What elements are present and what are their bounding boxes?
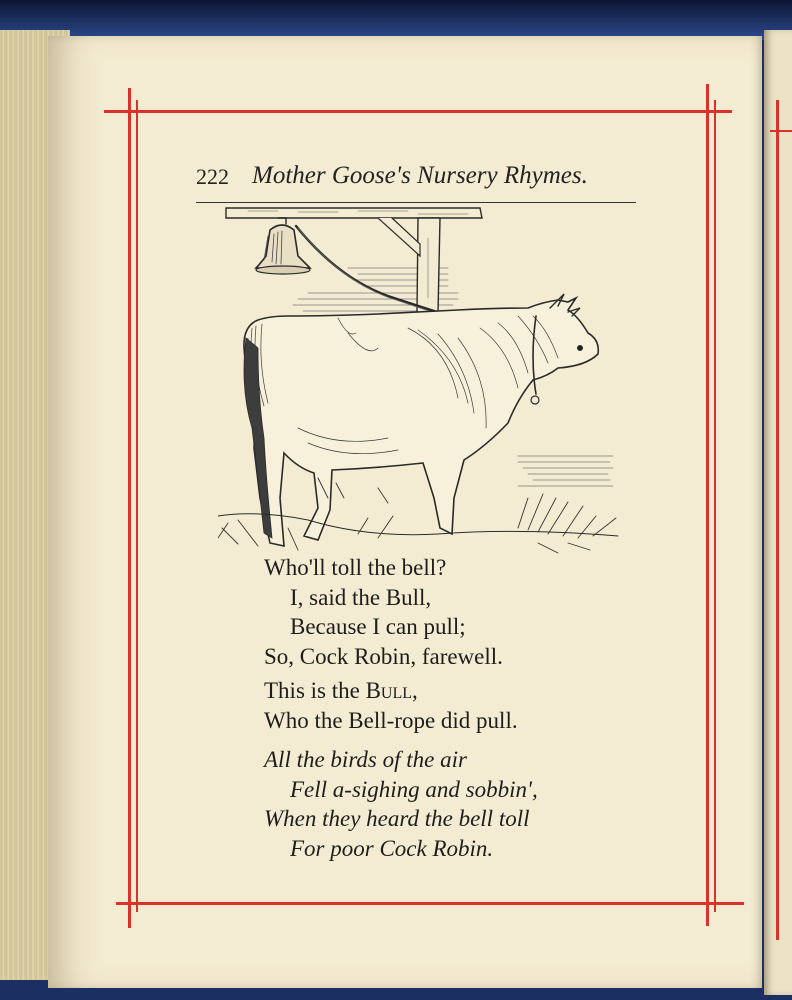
red-border-bottom: [116, 902, 744, 905]
page-number: 222: [196, 164, 229, 189]
verse-line: Who the Bell-rope did pull.: [264, 707, 518, 733]
next-page-edge: [764, 30, 792, 995]
verse-line: For poor Cock Robin.: [290, 835, 494, 861]
stanza-2: [264, 676, 518, 735]
verse-prefix: This is the: [264, 678, 366, 703]
bull-and-bell-illustration: [218, 198, 628, 558]
red-border-left-inner: [136, 100, 138, 912]
verse-line: [264, 676, 518, 706]
running-title: Mother Goose's Nursery Rhymes.: [252, 162, 588, 189]
verse-line: Fell a-sighing and sobbin',: [290, 776, 538, 802]
verse-line: When they heard the bell toll: [264, 806, 530, 831]
red-border-right-inner: [714, 100, 716, 912]
verse-suffix: ,: [412, 678, 418, 703]
stanza-1: [264, 553, 503, 671]
red-border-left: [128, 88, 131, 928]
stanza-3: [264, 745, 538, 863]
page-header: [196, 160, 636, 194]
red-border-top: [104, 110, 732, 113]
verse-line: All the birds of the air: [264, 747, 467, 772]
verse-line: So, Cock Robin, farewell.: [264, 643, 503, 669]
verse-line: I, said the Bull,: [290, 584, 432, 610]
verse-line: Who'll toll the bell?: [264, 555, 447, 580]
red-border-right: [706, 84, 709, 926]
verse-line: Because I can pull;: [290, 614, 466, 639]
book-cover-top: [0, 0, 792, 40]
bull-smallcaps: Bull: [365, 678, 413, 703]
